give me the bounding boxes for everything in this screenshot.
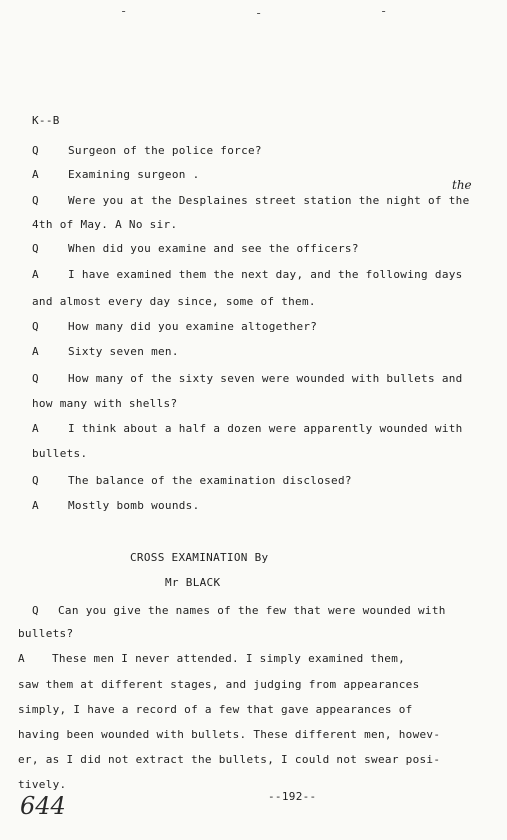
transcript-line: 4th of May. A No sir. [32, 218, 178, 231]
top-mark-2: - [255, 6, 263, 20]
transcript-line: How many of the sixty seven were wounded with bullets and [68, 372, 463, 385]
transcript-line: bullets. [32, 447, 88, 460]
top-mark-1: - [120, 4, 128, 18]
top-mark-3: - [380, 4, 388, 18]
transcript-line: er, as I did not extract the bullets, I could not swear posi- [18, 753, 441, 766]
transcript-line: I have examined them the next day, and the following days [68, 268, 463, 281]
speaker-a: A [18, 652, 25, 665]
speaker-q: Q [32, 144, 39, 157]
transcript-line: The balance of the examination disclosed? [68, 474, 352, 487]
transcript-line: saw them at different stages, and judging from appearances [18, 678, 420, 691]
section-label: K--B [32, 114, 60, 127]
transcript-line: having been wounded with bullets. These different men, howev- [18, 728, 441, 741]
page-number: --192-- [268, 790, 317, 803]
transcript-line: Surgeon of the police force? [68, 144, 262, 157]
transcript-line: Were you at the Desplaines street station the night of the [68, 194, 470, 207]
handwritten-insert: the [452, 178, 472, 192]
transcript-line: simply, I have a record of a few that gave appearances of [18, 703, 413, 716]
speaker-a: A [32, 268, 39, 281]
transcript-line: I think about a half a dozen were apparently wounded with [68, 422, 463, 435]
speaker-q: Q [32, 242, 39, 255]
transcript-line: These men I never attended. I simply examined them, [52, 652, 406, 665]
transcript-line: Can you give the names of the few that were wounded with [58, 604, 446, 617]
speaker-q: Q [32, 194, 39, 207]
cross-examination-heading: CROSS EXAMINATION By [130, 551, 269, 564]
speaker-a: A [32, 499, 39, 512]
transcript-line: Sixty seven men. [68, 345, 179, 358]
transcript-line: and almost every day since, some of them. [32, 295, 316, 308]
cross-examination-subheading: Mr BLACK [165, 576, 221, 589]
transcript-line: Examining surgeon . [68, 168, 200, 181]
speaker-q: Q [32, 474, 39, 487]
transcript-line: Mostly bomb wounds. [68, 499, 200, 512]
transcript-line: When did you examine and see the officers? [68, 242, 359, 255]
speaker-q: Q [32, 320, 39, 333]
transcript-line: bullets? [18, 627, 74, 640]
handwritten-page-number: 644 [20, 792, 66, 820]
speaker-a: A [32, 168, 39, 181]
transcript-line: How many did you examine altogether? [68, 320, 318, 333]
speaker-a: A [32, 345, 39, 358]
speaker-a: A [32, 422, 39, 435]
transcript-line: how many with shells? [32, 397, 178, 410]
transcript-line: tively. [18, 778, 67, 791]
speaker-q: Q [32, 604, 39, 617]
speaker-q: Q [32, 372, 39, 385]
